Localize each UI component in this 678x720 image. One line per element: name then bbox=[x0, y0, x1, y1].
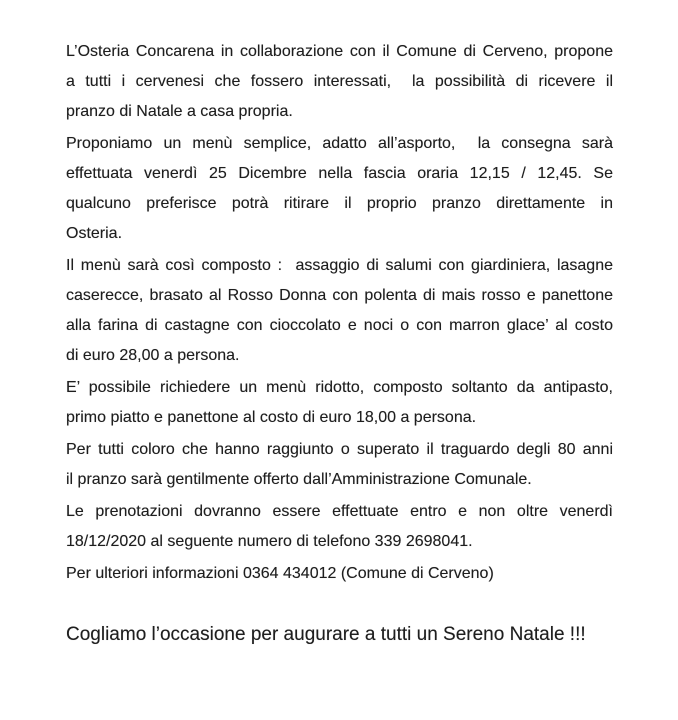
text-line: L’Osteria Concarena in collaborazione con il Comune di Cerveno, propone bbox=[66, 43, 613, 60]
text-line: alla farina di castagne con cioccolato e noci o con marron glace’ al costo bbox=[66, 317, 613, 334]
paragraph-over-80 bbox=[66, 435, 613, 495]
text-line: il pranzo sarà gentilmente offerto dall’Amministrazione Comunale. bbox=[66, 471, 532, 488]
text-line: effettuata venerdì 25 Dicembre nella fascia oraria 12,15 / 12,45. Se bbox=[66, 165, 613, 182]
text-line: Il menù sarà così composto : assaggio di salumi con giardiniera, lasagne bbox=[66, 257, 613, 274]
text-line: Per ulteriori informazioni 0364 434012 (Comune di Cerveno) bbox=[66, 565, 494, 582]
text-line: qualcuno preferisce potrà ritirare il proprio pranzo direttamente in bbox=[66, 195, 613, 212]
text-line: E’ possibile richiedere un menù ridotto, composto soltanto da antipasto, bbox=[66, 379, 613, 396]
text-line: Cogliamo l’occasione per augurare a tutti un Sereno Natale !!! bbox=[66, 624, 586, 645]
paragraph-menu-ridotto bbox=[66, 373, 613, 433]
text-line: Per tutti coloro che hanno raggiunto o superato il traguardo degli 80 anni bbox=[66, 441, 613, 458]
document-content bbox=[66, 37, 613, 652]
paragraph-auguri bbox=[66, 620, 613, 650]
text-line: a tutti i cervenesi che fossero interessati, la possibilità di ricevere il bbox=[66, 73, 613, 90]
text-line: Le prenotazioni dovranno essere effettuate entro e non oltre venerdì bbox=[66, 503, 613, 520]
paragraph-prenotazioni bbox=[66, 497, 613, 557]
text-line: 18/12/2020 al seguente numero di telefono 339 2698041. bbox=[66, 533, 473, 550]
text-line: pranzo di Natale a casa propria. bbox=[66, 103, 293, 120]
text-line: di euro 28,00 a persona. bbox=[66, 347, 240, 364]
paragraph-informazioni bbox=[66, 559, 613, 589]
text-line: Osteria. bbox=[66, 225, 123, 242]
paragraph-menu-completo bbox=[66, 251, 613, 371]
paragraph-menu-asporto bbox=[66, 129, 613, 249]
text-line: primo piatto e panettone al costo di euro 18,00 a persona. bbox=[66, 409, 477, 426]
text-line: caserecce, brasato al Rosso Donna con polenta di mais rosso e panettone bbox=[66, 287, 613, 304]
paragraph-intro bbox=[66, 37, 613, 127]
text-line: Proponiamo un menù semplice, adatto all’asporto, la consegna sarà bbox=[66, 135, 613, 152]
